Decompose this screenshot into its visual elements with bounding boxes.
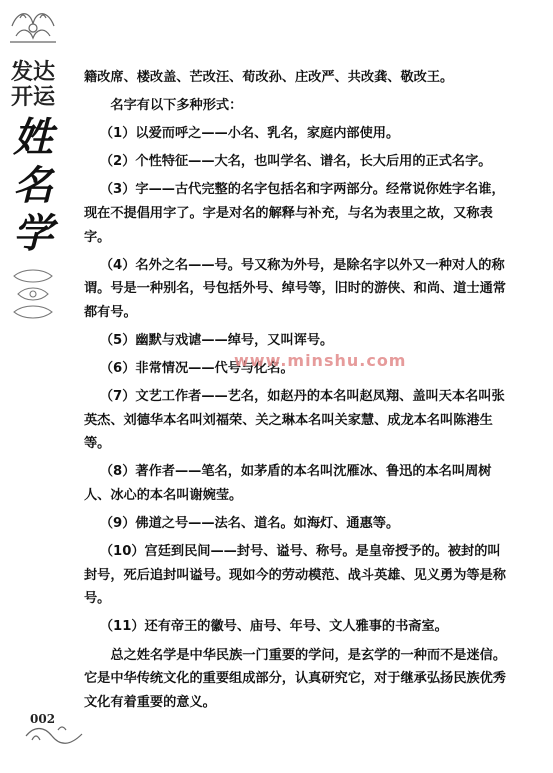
ornament-middle-icon (8, 268, 58, 320)
ornament-bottom-icon (24, 722, 84, 746)
paragraph-9: （7）文艺工作者——艺名，如赵丹的本名叫赵凤翔、盖叫天本名叫张英杰、刘德华本名叫刘福荣、关之琳本名叫关家慧、成龙本名叫陈港生等。 (84, 389, 505, 452)
side-title-line1: 发达开运 (10, 59, 55, 110)
paragraph-14: 总之姓名学是中华民族一门重要的学问，是玄学的一种而不是迷信。它是中华传统文化的重要组成部分，认真研究它，对于继承弘扬民族优秀文化有着重要的意义。 (84, 647, 507, 710)
paragraph-13: （11）还有帝王的徽号、庙号、年号、文人雅事的书斋室。 (99, 619, 448, 635)
paragraph-11: （9）佛道之号——法名、道名。如海灯、通惠等。 (99, 516, 400, 532)
paragraph-12: （10）宫廷到民间——封号、谥号、称号。是皇帝授予的。被封的叫封号，死后追封叫谥号。现如今的劳动模范、战斗英雄、见义勇为等是称号。 (84, 544, 506, 607)
paragraph-2: 名字有以下多种形式： (110, 98, 243, 114)
paragraph-10: （8）著作者——笔名，如茅盾的本名叫沈雁冰、鲁迅的本名叫周树人、冰心的本名叫谢婉莹。 (84, 464, 492, 503)
side-title-line2: 姓名学 (13, 114, 53, 257)
paragraph-3: （1）以爱而呼之——小名、乳名，家庭内部使用。 (99, 126, 400, 142)
main-text (84, 66, 512, 719)
paragraph-1: 籍改席、楼改盖、芒改汪、荀改孙、庄改严、共改龚、敬改王。 (84, 70, 454, 85)
paragraph-5: （3）字——古代完整的名字包括名和字两部分。经常说你姓字名谁，现在不提倡用字了。字是对名的解释与补充，与名为表里之故，又称表字。 (84, 182, 505, 245)
page-number: 002 (30, 712, 56, 726)
paragraph-7: （5）幽默与戏谑——绰号，又叫诨号。 (99, 332, 334, 348)
book-side-title (10, 60, 56, 258)
paragraph-6: （4）名外之名——号。号又称为外号，是除名字以外又一种对人的称谓。号是一种别名，号包括外号、绰号等，旧时的游侠、和尚、道士通常都有号。 (84, 257, 506, 320)
paragraph-8: （6）非常情况——代号与化名。 (99, 361, 294, 377)
paragraph-4: （2）个性特征——大名，也叫学名、谱名，长大后用的正式名字。 (99, 154, 492, 170)
ornament-top-icon (8, 6, 58, 48)
watermark: www.minshu.com (234, 351, 407, 370)
